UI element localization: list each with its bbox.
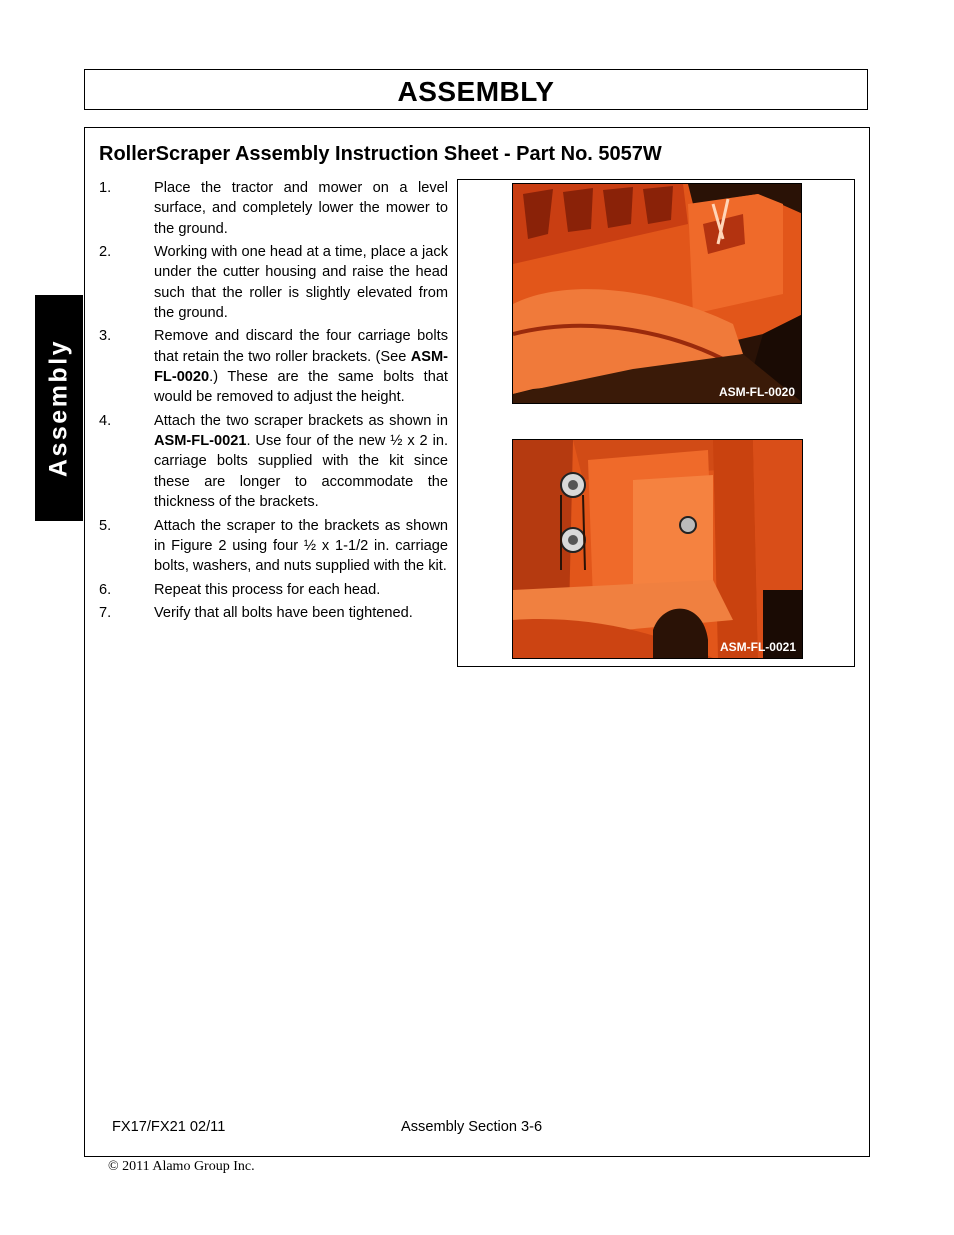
figure-reference: ASM-FL-0020: [154, 348, 448, 386]
step-text: Attach the scraper to the brackets as shown in Figure 2 using four ½ x 1-1/2 in. carriage bolts, washers, and nuts supplied with the kit.: [154, 517, 448, 575]
instruction-step: [99, 178, 448, 239]
instruction-step: [99, 326, 448, 407]
step-text-part: .) These are the same bolts that would be removed to adjust the height.: [154, 369, 448, 406]
instruction-step: [99, 516, 448, 577]
step-number: 7.: [99, 605, 112, 622]
copyright: © 2011 Alamo Group Inc.: [108, 1159, 255, 1174]
roller-bracket-illustration: [513, 184, 801, 403]
scraper-bracket-illustration: [513, 440, 802, 658]
step-text: Working with one head at a time, place a jack under the cutter housing and raise the head such that the roller is slightly elevated from the ground.: [154, 244, 448, 321]
step-text: Place the tractor and mower on a level surface, and completely lower the mower to the ground.: [154, 180, 448, 237]
page-header-title: ASSEMBLY: [397, 76, 555, 107]
footer-model: FX17/FX21 02/11: [112, 1119, 226, 1135]
step-number: 6.: [99, 581, 112, 598]
step-text: [154, 328, 448, 405]
header-box: [84, 69, 868, 110]
step-number: 1.: [99, 180, 112, 196]
step-number: 5.: [99, 517, 112, 534]
figure-photo-scraper-bracket: [512, 439, 803, 659]
instruction-steps: [99, 178, 448, 627]
step-text-part: . Use four of the new ½ x 2 in. carriage bolts supplied with the kit since these are longer to accommodate the thickness of the brackets.: [154, 433, 448, 511]
figure-label: ASM-FL-0020: [718, 385, 795, 399]
step-text: Verify that all bolts have been tightened.: [154, 605, 413, 622]
footer-section: Assembly Section 3-6: [401, 1119, 543, 1135]
instruction-step: [99, 242, 448, 323]
instruction-step: [99, 411, 448, 512]
figure-label: ASM-FL-0021: [719, 640, 796, 654]
figure-reference: ASM-FL-0021: [154, 433, 247, 450]
instruction-step: [99, 580, 448, 600]
step-text-part: Remove and discard the four carriage bolts that retain the two roller brackets. (See: [154, 328, 448, 365]
step-number: 2.: [99, 244, 112, 261]
section-title: RollerScraper Assembly Instruction Sheet - Part No. 5057W: [99, 143, 662, 165]
step-text: [154, 413, 448, 510]
instruction-step: [99, 603, 448, 623]
step-number: 3.: [99, 328, 112, 345]
step-text: Repeat this process for each head.: [154, 581, 381, 598]
side-section-tab-label: Assembly: [44, 338, 73, 478]
step-number: 4.: [99, 412, 112, 429]
figure-photo-roller-bracket: [512, 183, 802, 404]
side-section-tab: [35, 295, 83, 521]
step-text-part: Attach the two scraper brackets as shown in: [154, 412, 448, 429]
